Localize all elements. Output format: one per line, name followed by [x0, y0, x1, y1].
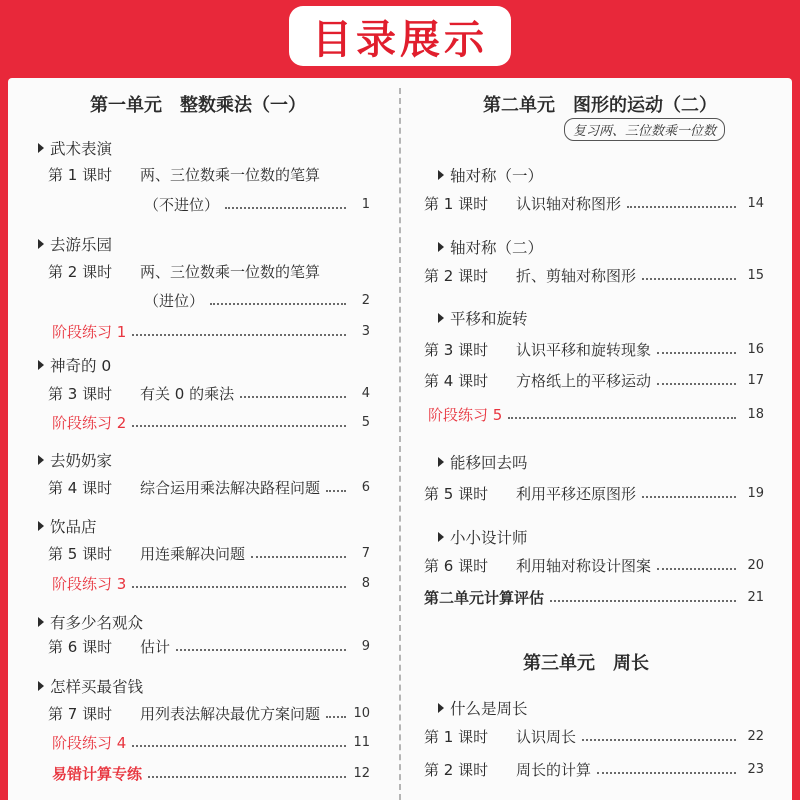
entry-title: 阶段练习 4	[52, 733, 127, 752]
entry-title: 易错计算专练	[52, 764, 143, 783]
dot-leader	[326, 490, 346, 492]
dot-leader	[508, 417, 736, 419]
entry-title: 用连乘解决问题	[140, 544, 246, 563]
dot-leader	[326, 716, 346, 718]
toc-row	[52, 570, 370, 596]
dot-leader	[132, 745, 346, 747]
banner	[289, 6, 511, 66]
entry-title: 利用平移还原图形	[516, 484, 637, 503]
lesson-number: 第 4 课时	[48, 478, 113, 497]
dot-leader	[657, 568, 736, 570]
entry-title: 两、三位数乘一位数的笔算	[140, 165, 321, 184]
toc-row	[424, 367, 764, 393]
toc-row	[424, 190, 764, 216]
lesson-number: 第 3 课时	[424, 340, 489, 359]
toc-row	[144, 287, 370, 313]
dot-leader	[225, 207, 346, 209]
dot-leader	[582, 739, 736, 741]
toc-row	[48, 540, 370, 566]
toc-row	[424, 584, 764, 610]
unit-title-text: 第三单元 周长	[523, 653, 649, 674]
lesson-number: 第 2 课时	[424, 266, 489, 285]
page-number: 10	[353, 705, 370, 721]
unit-title	[408, 649, 764, 675]
triangle-bullet-icon	[38, 617, 44, 627]
section-heading	[38, 231, 370, 257]
section-label: 神奇的 0	[50, 357, 112, 375]
section-label: 轴对称（一）	[450, 167, 544, 185]
dot-leader	[657, 352, 736, 354]
dot-leader	[148, 776, 346, 778]
entry-title: 方格纸上的平移运动	[516, 371, 652, 390]
entry-title: 有关 0 的乘法	[140, 384, 235, 403]
toc-row	[428, 401, 764, 427]
triangle-bullet-icon	[438, 532, 444, 542]
toc-row	[52, 729, 370, 755]
lesson-number: 第 6 课时	[424, 556, 489, 575]
section-label: 去游乐园	[50, 236, 113, 254]
triangle-bullet-icon	[438, 170, 444, 180]
dot-leader	[642, 496, 736, 498]
unit-subtitle: 复习两、三位数乘一位数	[564, 118, 725, 141]
section-label: 能移回去吗	[450, 454, 528, 472]
toc-row	[48, 633, 370, 659]
page-number: 4	[361, 385, 370, 401]
triangle-bullet-icon	[438, 457, 444, 467]
section-label: 怎样买最省钱	[50, 678, 144, 696]
section-label: 小小设计师	[450, 529, 528, 547]
dot-leader	[627, 206, 736, 208]
section-heading	[38, 609, 370, 635]
section-heading	[438, 524, 764, 550]
section-label: 武术表演	[50, 140, 113, 158]
section-label: 平移和旋转	[450, 310, 528, 328]
entry-title: 阶段练习 5	[428, 405, 503, 424]
entry-title: 认识轴对称图形	[516, 194, 622, 213]
lesson-number: 第 6 课时	[48, 637, 113, 656]
page-number: 22	[747, 728, 764, 744]
page-number: 11	[353, 734, 370, 750]
triangle-bullet-icon	[38, 239, 44, 249]
entry-title: 折、剪轴对称图形	[516, 266, 637, 285]
toc-row	[48, 380, 370, 406]
lesson-number: 第 5 课时	[48, 544, 113, 563]
section-label: 有多少名观众	[50, 614, 144, 632]
entry-title: 认识平移和旋转现象	[516, 340, 652, 359]
section-heading	[438, 695, 764, 721]
page-number: 12	[353, 765, 370, 781]
banner-title: 目录展示	[312, 16, 488, 63]
dot-leader	[550, 600, 736, 602]
page-number: 19	[747, 485, 764, 501]
section-heading	[38, 447, 370, 473]
page-number: 6	[361, 479, 370, 495]
entry-title: 阶段练习 3	[52, 574, 127, 593]
entry-title: 认识周长	[516, 727, 577, 746]
toc-row	[424, 756, 764, 782]
triangle-bullet-icon	[38, 455, 44, 465]
lesson-number: 第 2 课时	[48, 262, 113, 281]
unit-title: 第一单元 整数乘法（一）	[90, 95, 306, 116]
triangle-bullet-icon	[38, 521, 44, 531]
section-heading	[38, 135, 370, 161]
page-number: 9	[361, 638, 370, 654]
section-heading	[438, 449, 764, 475]
toc-row	[52, 760, 370, 786]
page-number: 5	[361, 414, 370, 430]
page-number: 21	[747, 589, 764, 605]
toc-row	[144, 191, 370, 217]
dot-leader	[132, 586, 346, 588]
page-number: 2	[361, 292, 370, 308]
page-number: 14	[747, 195, 764, 211]
section-heading	[438, 234, 764, 260]
toc-row	[48, 161, 370, 187]
entry-title: 阶段练习 2	[52, 413, 127, 432]
triangle-bullet-icon	[38, 143, 44, 153]
toc-row	[48, 700, 370, 726]
page-number: 16	[747, 341, 764, 357]
lesson-number: 第 7 课时	[48, 704, 113, 723]
lesson-number: 第 3 课时	[48, 384, 113, 403]
toc-row	[48, 258, 370, 284]
toc-row	[424, 723, 764, 749]
page-number: 8	[361, 575, 370, 591]
entry-title: 估计	[140, 637, 171, 656]
lesson-number: 第 2 课时	[424, 760, 489, 779]
triangle-bullet-icon	[38, 360, 44, 370]
dot-leader	[251, 556, 346, 558]
section-label: 轴对称（二）	[450, 239, 544, 257]
entry-title: 综合运用乘法解决路程问题	[140, 478, 321, 497]
triangle-bullet-icon	[38, 681, 44, 691]
toc-row	[424, 552, 764, 578]
dot-leader	[642, 278, 736, 280]
section-label: 什么是周长	[450, 700, 528, 718]
entry-title: （进位）	[144, 291, 205, 310]
page-number: 7	[361, 545, 370, 561]
dot-leader	[657, 383, 736, 385]
entry-title: 利用轴对称设计图案	[516, 556, 652, 575]
section-heading	[438, 305, 764, 331]
toc-row	[52, 409, 370, 435]
lesson-number: 第 1 课时	[48, 165, 113, 184]
page-number: 3	[361, 323, 370, 339]
section-heading	[38, 673, 370, 699]
dot-leader	[210, 303, 346, 305]
dot-leader	[176, 649, 346, 651]
page-number: 20	[747, 557, 764, 573]
dot-leader	[240, 396, 346, 398]
toc-row	[48, 474, 370, 500]
section-heading	[38, 352, 370, 378]
section-heading	[438, 162, 764, 188]
page-number: 15	[747, 267, 764, 283]
lesson-number: 第 4 课时	[424, 371, 489, 390]
triangle-bullet-icon	[438, 313, 444, 323]
toc-row	[52, 318, 370, 344]
toc-row	[424, 262, 764, 288]
page-number: 18	[747, 406, 764, 422]
section-heading	[38, 513, 370, 539]
toc-row	[424, 336, 764, 362]
entry-title: （不进位）	[144, 195, 220, 214]
lesson-number: 第 1 课时	[424, 727, 489, 746]
unit-title: 第二单元 图形的运动（二）	[483, 95, 717, 116]
page-number: 17	[747, 372, 764, 388]
toc-page	[8, 78, 792, 800]
triangle-bullet-icon	[438, 242, 444, 252]
dot-leader	[597, 772, 736, 774]
lesson-number: 第 5 课时	[424, 484, 489, 503]
page-number: 1	[361, 196, 370, 212]
page-number: 23	[747, 761, 764, 777]
entry-title: 两、三位数乘一位数的笔算	[140, 262, 321, 281]
triangle-bullet-icon	[438, 703, 444, 713]
entry-title: 阶段练习 1	[52, 322, 127, 341]
lesson-number: 第 1 课时	[424, 194, 489, 213]
toc-row	[424, 480, 764, 506]
entry-title: 周长的计算	[516, 760, 592, 779]
section-label: 饮品店	[50, 518, 97, 536]
entry-title: 第二单元计算评估	[424, 588, 545, 607]
entry-title: 用列表法解决最优方案问题	[140, 704, 321, 723]
column-divider	[399, 88, 401, 800]
dot-leader	[132, 425, 346, 427]
section-label: 去奶奶家	[50, 452, 113, 470]
dot-leader	[132, 334, 346, 336]
